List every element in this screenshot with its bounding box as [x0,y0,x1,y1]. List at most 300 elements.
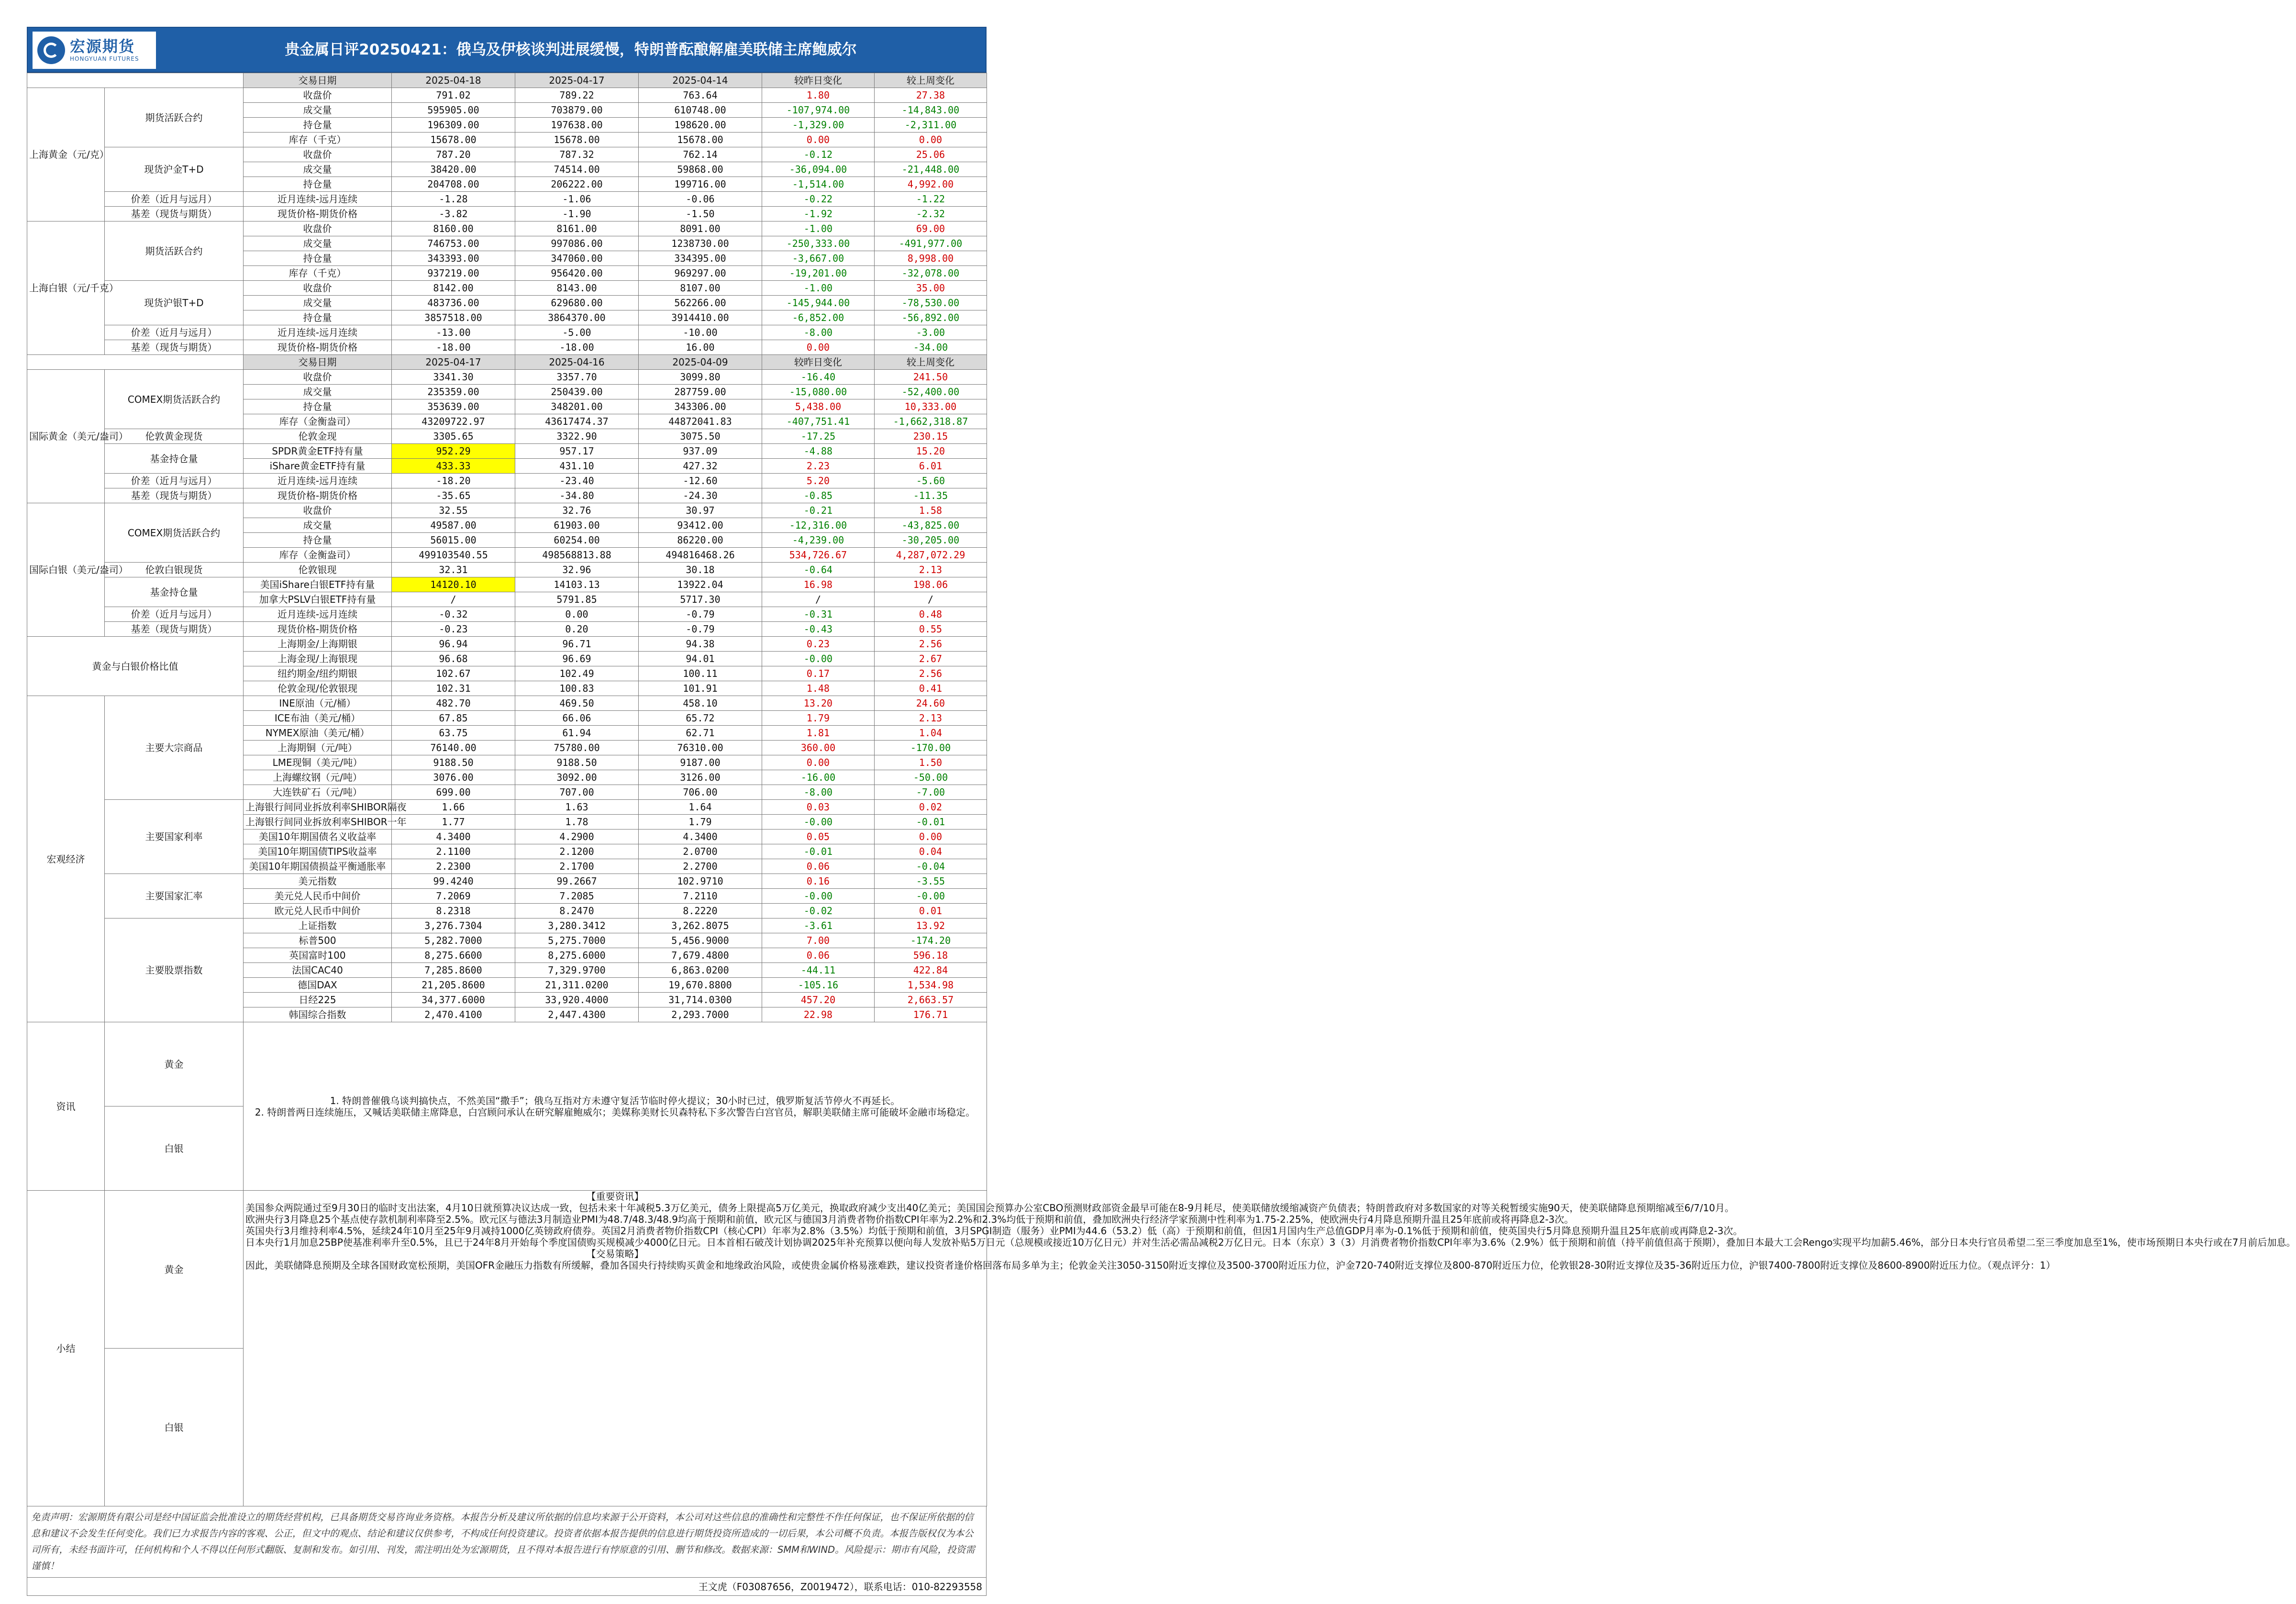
daily-change-cell: -0.12 [762,147,875,162]
daily-change-cell: 0.23 [762,637,875,652]
value-cell: 21,311.0200 [515,978,639,993]
subgroup-label: 主要大宗商品 [105,696,244,800]
value-cell: 3322.90 [515,429,639,444]
subgroup-label: 价差（近月与远月） [105,474,244,488]
value-cell: -10.00 [639,325,762,340]
daily-change-cell: -19,201.00 [762,266,875,281]
value-cell: 707.00 [515,785,639,800]
weekly-change-cell: 10,333.00 [875,399,987,414]
daily-change-cell: 457.20 [762,993,875,1007]
value-cell: 427.32 [639,459,762,474]
weekly-change-cell: -78,530.00 [875,296,987,310]
value-cell: 343306.00 [639,399,762,414]
subgroup-label: 主要国家利率 [105,800,244,874]
daily-change-cell: -407,751.41 [762,414,875,429]
metric-label: INE原油（元/桶） [244,696,392,711]
value-cell: 1.66 [392,800,515,815]
value-cell: 937.09 [639,444,762,459]
weekly-change-cell: 2.56 [875,666,987,681]
daily-change-cell: 0.05 [762,830,875,844]
value-cell: 93412.00 [639,518,762,533]
weekly-change-cell: 176.71 [875,1007,987,1022]
news-silver-label: 白银 [105,1106,244,1191]
metric-label: 美国10年期国债损益平衡通胀率 [244,859,392,874]
value-cell: 86220.00 [639,533,762,548]
daily-change-cell: -3,667.00 [762,251,875,266]
metric-label: 伦敦金现/伦敦银现 [244,681,392,696]
value-cell: 43209722.97 [392,414,515,429]
subgroup-label: 基差（现货与期货） [105,207,244,221]
table-row [27,800,987,815]
value-cell: 9187.00 [639,755,762,770]
metric-label: 近月连续-远月连续 [244,325,392,340]
daily-change-cell: 0.00 [762,133,875,147]
summary-paragraph: 【重要资讯】 [586,1191,644,1202]
summary-paragraph: 因此，美联储降息预期及全球各国财政宽松预期，美国OFR金融压力指数有所缓解，叠加各国央行持续购买黄金和地缘政治风险，或使贵金属价格易涨难跌，建议投资者逢价格回落布局多单为主；伦敦金关注3050-3150附近支撑位及3500-3700附近压力位，沪金720-740附近支撑位及800-870附近压力位，伦敦银28-30附近支撑位及35-36附近压力位，沪银7400-7800附近支撑位及8600-8900附近压力位。（观点评分：1） [245,1260,2056,1271]
daily-change-cell: 0.06 [762,859,875,874]
daily-change-cell: -4,239.00 [762,533,875,548]
subgroup-label: 伦敦白银现货 [105,563,244,577]
value-cell: 198620.00 [639,118,762,133]
metric-label: 英国富时100 [244,948,392,963]
metric-label: 现货价格-期货价格 [244,488,392,503]
weekly-change-cell: 2,663.57 [875,993,987,1007]
value-cell: 76310.00 [639,741,762,755]
value-cell: 1.79 [639,815,762,830]
value-cell: 787.20 [392,147,515,162]
subgroup-label: 基差（现货与期货） [105,340,244,355]
value-cell: 762.14 [639,147,762,162]
table-row [27,221,987,236]
subgroup-label: 基差（现货与期货） [105,488,244,503]
daily-change-cell: 16.98 [762,577,875,592]
column-header: 较上周变化 [875,73,987,88]
daily-change-cell: 13.20 [762,696,875,711]
metric-label: 收盘价 [244,503,392,518]
metric-label: 上海期金/上海期银 [244,637,392,652]
table-row [27,370,987,385]
metric-label: 成交量 [244,518,392,533]
metric-label: 成交量 [244,162,392,177]
value-cell: 102.31 [392,681,515,696]
daily-change-cell: -0.43 [762,622,875,637]
category-label: 国际黄金（美元/盎司） [27,370,105,503]
subgroup-label: 伦敦黄金现货 [105,429,244,444]
value-cell: 44872041.83 [639,414,762,429]
value-cell: 969297.00 [639,266,762,281]
daily-change-cell: -0.85 [762,488,875,503]
daily-change-cell: 0.00 [762,340,875,355]
table-row [27,147,987,162]
daily-change-cell: -1,329.00 [762,118,875,133]
value-cell: 595905.00 [392,103,515,118]
value-cell: 3305.65 [392,429,515,444]
subgroup-label: 期货活跃合约 [105,221,244,281]
metric-label: 伦敦金现 [244,429,392,444]
value-cell: 8107.00 [639,281,762,296]
value-cell: 61.94 [515,726,639,741]
metric-label: 成交量 [244,236,392,251]
weekly-change-cell: -7.00 [875,785,987,800]
value-cell: 32.55 [392,503,515,518]
header-spacer [27,355,244,370]
subgroup-label: COMEX期货活跃合约 [105,503,244,563]
metric-label: 日经225 [244,993,392,1007]
weekly-change-cell: 1.04 [875,726,987,741]
weekly-change-cell: 596.18 [875,948,987,963]
value-cell: 7,329.9700 [515,963,639,978]
weekly-change-cell: 27.38 [875,88,987,103]
metric-label: 收盘价 [244,370,392,385]
summary-category: 小结 [27,1191,105,1506]
value-cell: 94.01 [639,652,762,666]
metric-label: 美国10年期国债名义收益率 [244,830,392,844]
value-cell: 8091.00 [639,221,762,236]
daily-change-cell: -0.02 [762,904,875,918]
daily-change-cell: -8.00 [762,785,875,800]
value-cell: 2.1200 [515,844,639,859]
weekly-change-cell: -174.20 [875,933,987,948]
value-cell: 102.9710 [639,874,762,889]
value-cell: 3914410.00 [639,310,762,325]
table-row [27,622,987,637]
value-cell: 15678.00 [639,133,762,147]
value-cell: 498568813.88 [515,548,639,563]
value-cell: 235359.00 [392,385,515,399]
value-cell: 3092.00 [515,770,639,785]
daily-change-cell: -12,316.00 [762,518,875,533]
value-cell: 0.20 [515,622,639,637]
weekly-change-cell: 6.01 [875,459,987,474]
weekly-change-cell: 4,992.00 [875,177,987,192]
value-cell: 2.2700 [639,859,762,874]
value-cell: 7.2085 [515,889,639,904]
metric-label: 大连铁矿石（元/吨） [244,785,392,800]
value-cell: -0.23 [392,622,515,637]
value-cell: 19,670.8800 [639,978,762,993]
metric-label: 成交量 [244,385,392,399]
value-cell: 789.22 [515,88,639,103]
weekly-change-cell: -170.00 [875,741,987,755]
weekly-change-cell: -11.35 [875,488,987,503]
weekly-change-cell: -34.00 [875,340,987,355]
column-header: 2025-04-17 [392,355,515,370]
value-cell: 1.64 [639,800,762,815]
daily-change-cell: -107,974.00 [762,103,875,118]
table-row [27,577,987,592]
disclaimer: 免责声明：宏源期货有限公司是经中国证监会批准设立的期货经营机构，已具备期货交易咨询业务资格。本报告分析及建议所依据的信息均来源于公开资料，本公司对这些信息的准确性和完整性不作任何保证，也不保证所依据的信息和建议不会发生任何变化。我们已力求报告内容的客观、公正，但文中的观点、结论和建议仅供参考，不构成任何投资建议。投资者依据本报告提供的信息进行期货投资所造成的一切后果，本公司概不负责。本报告版权仅为本公司所有，未经书面许可，任何机构和个人不得以任何形式翻版、复制和发布。如引用、刊发，需注明出处为宏源期货，且不得对本报告进行有悖原意的引用、删节和修改。数据来源：SMM和WIND。风险提示：期市有风险，投资需谨慎！ [27,1506,987,1578]
column-header: 较上周变化 [875,355,987,370]
value-cell: 38420.00 [392,162,515,177]
weekly-change-cell: -21,448.00 [875,162,987,177]
daily-change-cell: 0.17 [762,666,875,681]
column-header: 较昨日变化 [762,355,875,370]
daily-change-cell: 0.03 [762,800,875,815]
value-cell: 5,456.9000 [639,933,762,948]
metric-label: 欧元兑人民币中间价 [244,904,392,918]
value-cell: 21,205.8600 [392,978,515,993]
value-cell: 347060.00 [515,251,639,266]
value-cell: -1.90 [515,207,639,221]
value-cell: -3.82 [392,207,515,221]
metric-label: 德国DAX [244,978,392,993]
table-row [27,874,987,889]
daily-change-cell: 2.23 [762,459,875,474]
value-cell: 458.10 [639,696,762,711]
value-cell: 703879.00 [515,103,639,118]
metric-label: 库存（千克） [244,266,392,281]
metric-label: 美元兑人民币中间价 [244,889,392,904]
category-label: 国际白银（美元/盎司） [27,503,105,637]
value-cell: 433.33 [392,459,515,474]
column-header: 2025-04-09 [639,355,762,370]
column-header: 2025-04-14 [639,73,762,88]
value-cell: -18.00 [515,340,639,355]
weekly-change-cell: 198.06 [875,577,987,592]
metric-label: NYMEX原油（美元/桶） [244,726,392,741]
value-cell: 32.31 [392,563,515,577]
table-row [27,429,987,444]
value-cell: 74514.00 [515,162,639,177]
metric-label: SPDR黄金ETF持有量 [244,444,392,459]
value-cell: 3857518.00 [392,310,515,325]
daily-change-cell: -16.00 [762,770,875,785]
value-cell: -5.00 [515,325,639,340]
value-cell: 8161.00 [515,221,639,236]
value-cell: 15678.00 [392,133,515,147]
value-cell: 7,285.8600 [392,963,515,978]
value-cell: 957.17 [515,444,639,459]
table-row [27,488,987,503]
weekly-change-cell: -2,311.00 [875,118,987,133]
daily-change-cell: 360.00 [762,741,875,755]
value-cell: 3341.30 [392,370,515,385]
value-cell: 30.18 [639,563,762,577]
value-cell: -18.00 [392,340,515,355]
value-cell: -12.60 [639,474,762,488]
metric-label: 持仓量 [244,399,392,414]
summary-text [244,1191,2296,1506]
date-header-row [27,73,987,88]
metric-label: 伦敦银现 [244,563,392,577]
metric-label: 收盘价 [244,147,392,162]
value-cell: 96.69 [515,652,639,666]
value-cell: 431.10 [515,459,639,474]
daily-change-cell: 0.00 [762,755,875,770]
weekly-change-cell: 35.00 [875,281,987,296]
value-cell: 3,276.7304 [392,918,515,933]
value-cell: 76140.00 [392,741,515,755]
value-cell: 5,282.7000 [392,933,515,948]
subgroup-label: 基金持仓量 [105,577,244,607]
daily-change-cell: 5.20 [762,474,875,488]
value-cell: 494816468.26 [639,548,762,563]
daily-change-cell: 1.48 [762,681,875,696]
value-cell: 699.00 [392,785,515,800]
column-header: 2025-04-16 [515,355,639,370]
subgroup-label: 基金持仓量 [105,444,244,474]
column-header: 较昨日变化 [762,73,875,88]
table-row [27,918,987,933]
value-cell: 763.64 [639,88,762,103]
value-cell: 31,714.0300 [639,993,762,1007]
value-cell: 99.2667 [515,874,639,889]
metric-label: 纽约期金/纽约期银 [244,666,392,681]
metric-label: ICE布油（美元/桶） [244,711,392,726]
value-cell: 100.11 [639,666,762,681]
daily-change-cell: 1.79 [762,711,875,726]
subgroup-label: 现货沪金T+D [105,147,244,192]
metric-label: 现货价格-期货价格 [244,622,392,637]
value-cell: 62.71 [639,726,762,741]
value-cell: 1.78 [515,815,639,830]
value-cell: 791.02 [392,88,515,103]
value-cell: 59868.00 [639,162,762,177]
value-cell: 60254.00 [515,533,639,548]
value-cell: 629680.00 [515,296,639,310]
weekly-change-cell: 15.20 [875,444,987,459]
weekly-change-cell: -0.04 [875,859,987,874]
metric-label: 韩国综合指数 [244,1007,392,1022]
weekly-change-cell: -1,662,318.87 [875,414,987,429]
value-cell: 4.3400 [639,830,762,844]
value-cell: 956420.00 [515,266,639,281]
summary-paragraph: 美国参众两院通过至9月30日的临时支出法案，4月10日就预算决议达成一致，包括未来十年减税5.3万亿美元，债务上限提高5万亿美元，换取政府减少支出40亿美元；美国国会预算办公室CBO预测财政部资金最早可能在8-9月耗尽，使美联储放缓缩减资产负债表；特朗普政府对多数国家的对等关税暂缓实施90天，使美联储降息预期缩减至6/7/10月。 [245,1202,1734,1214]
daily-change-cell: -6,852.00 [762,310,875,325]
value-cell: 6,863.0200 [639,963,762,978]
metric-label: 上证指数 [244,918,392,933]
metric-label: iShare黄金ETF持有量 [244,459,392,474]
daily-change-cell: -3.61 [762,918,875,933]
report-header [27,27,987,73]
column-header: 2025-04-17 [515,73,639,88]
weekly-change-cell: 0.48 [875,607,987,622]
value-cell: 32.76 [515,503,639,518]
daily-change-cell: 534,726.67 [762,548,875,563]
weekly-change-cell: 0.00 [875,133,987,147]
value-cell: 3,280.3412 [515,918,639,933]
metric-label: 成交量 [244,296,392,310]
metric-label: 收盘价 [244,281,392,296]
weekly-change-cell: 2.13 [875,563,987,577]
daily-change-cell: -145,944.00 [762,296,875,310]
column-header: 交易日期 [244,355,392,370]
value-cell: 7.2069 [392,889,515,904]
value-cell: 96.71 [515,637,639,652]
value-cell: 952.29 [392,444,515,459]
value-cell: 8143.00 [515,281,639,296]
daily-change-cell: -1.00 [762,221,875,236]
value-cell: 2,447.4300 [515,1007,639,1022]
table-row [27,281,987,296]
daily-change-cell: -0.22 [762,192,875,207]
daily-change-cell: 0.06 [762,948,875,963]
metric-label: LME现铜（美元/吨） [244,755,392,770]
weekly-change-cell: -3.55 [875,874,987,889]
value-cell: 13922.04 [639,577,762,592]
weekly-change-cell: -52,400.00 [875,385,987,399]
value-cell: -0.32 [392,607,515,622]
weekly-change-cell: 69.00 [875,221,987,236]
metric-label: 美国10年期国债TIPS收益率 [244,844,392,859]
date-header-row [27,355,987,370]
daily-change-cell: -1.00 [762,281,875,296]
value-cell: / [392,592,515,607]
metric-label: 持仓量 [244,118,392,133]
value-cell: 61903.00 [515,518,639,533]
weekly-change-cell: 2.13 [875,711,987,726]
value-cell: 100.83 [515,681,639,696]
summary-row [27,1191,987,1349]
metric-label: 美元指数 [244,874,392,889]
value-cell: 2.1700 [515,859,639,874]
value-cell: 1.77 [392,815,515,830]
weekly-change-cell: 1.50 [875,755,987,770]
table-row [27,444,987,459]
value-cell: -24.30 [639,488,762,503]
table-row [27,696,987,711]
daily-change-cell: -44.11 [762,963,875,978]
summary-paragraph: 英国央行3月维持利率4.5%，延续24年10月至25年9月减持1000亿英镑政府债券。英国2月消费者物价指数CPI（核心CPI）年率为2.8%（3.5%）均低于预期和前值，3月SPGI制造（服务）业PMI为44.6（53.2）低（高）于预期和前值，但因1月国内生产总值GDP月率为-0.1%低于预期和前值，使英国央行5月降息预期升温且25年底前或再降息2-3次。 [245,1225,1743,1237]
summary-gold-label: 黄金 [105,1191,244,1349]
value-cell: -18.20 [392,474,515,488]
weekly-change-cell: -2.32 [875,207,987,221]
weekly-change-cell: / [875,592,987,607]
metric-label: 库存（金衡盎司） [244,548,392,563]
value-cell: -1.50 [639,207,762,221]
value-cell: 997086.00 [515,236,639,251]
weekly-change-cell: -43,825.00 [875,518,987,533]
market-data-table [27,73,2296,1506]
value-cell: 199716.00 [639,177,762,192]
daily-change-cell: -250,333.00 [762,236,875,251]
value-cell: 67.85 [392,711,515,726]
weekly-change-cell: 2.56 [875,637,987,652]
daily-change-cell: -0.01 [762,844,875,859]
metric-label: 成交量 [244,103,392,118]
table-row [27,325,987,340]
daily-change-cell: -17.25 [762,429,875,444]
value-cell: -34.80 [515,488,639,503]
value-cell: 5791.85 [515,592,639,607]
daily-change-cell: -1,514.00 [762,177,875,192]
weekly-change-cell: -56,892.00 [875,310,987,325]
value-cell: 96.68 [392,652,515,666]
news-item: 2. 特朗普两日连续施压，又喊话美联储主席降息，白宫顾问承认在研究解雇鲍威尔；美媒称美财长贝森特私下多次警告白宫官员，解职美联储主席可能破坏金融市场稳定。 [255,1106,976,1118]
value-cell: 483736.00 [392,296,515,310]
value-cell: 343393.00 [392,251,515,266]
daily-change-cell: -15,080.00 [762,385,875,399]
table-row [27,88,987,103]
table-row [27,503,987,518]
news-category: 资讯 [27,1022,105,1191]
value-cell: 8,275.6600 [392,948,515,963]
subgroup-label: 现货沪银T+D [105,281,244,325]
value-cell: 5,275.7000 [515,933,639,948]
weekly-change-cell: -50.00 [875,770,987,785]
weekly-change-cell: -5.60 [875,474,987,488]
value-cell: 8.2220 [639,904,762,918]
value-cell: 8.2470 [515,904,639,918]
daily-change-cell: -16.40 [762,370,875,385]
weekly-change-cell: 422.84 [875,963,987,978]
weekly-change-cell: 230.15 [875,429,987,444]
weekly-change-cell: 0.01 [875,904,987,918]
subgroup-label: 主要国家汇率 [105,874,244,918]
metric-label: 收盘价 [244,221,392,236]
value-cell: 287759.00 [639,385,762,399]
value-cell: 250439.00 [515,385,639,399]
